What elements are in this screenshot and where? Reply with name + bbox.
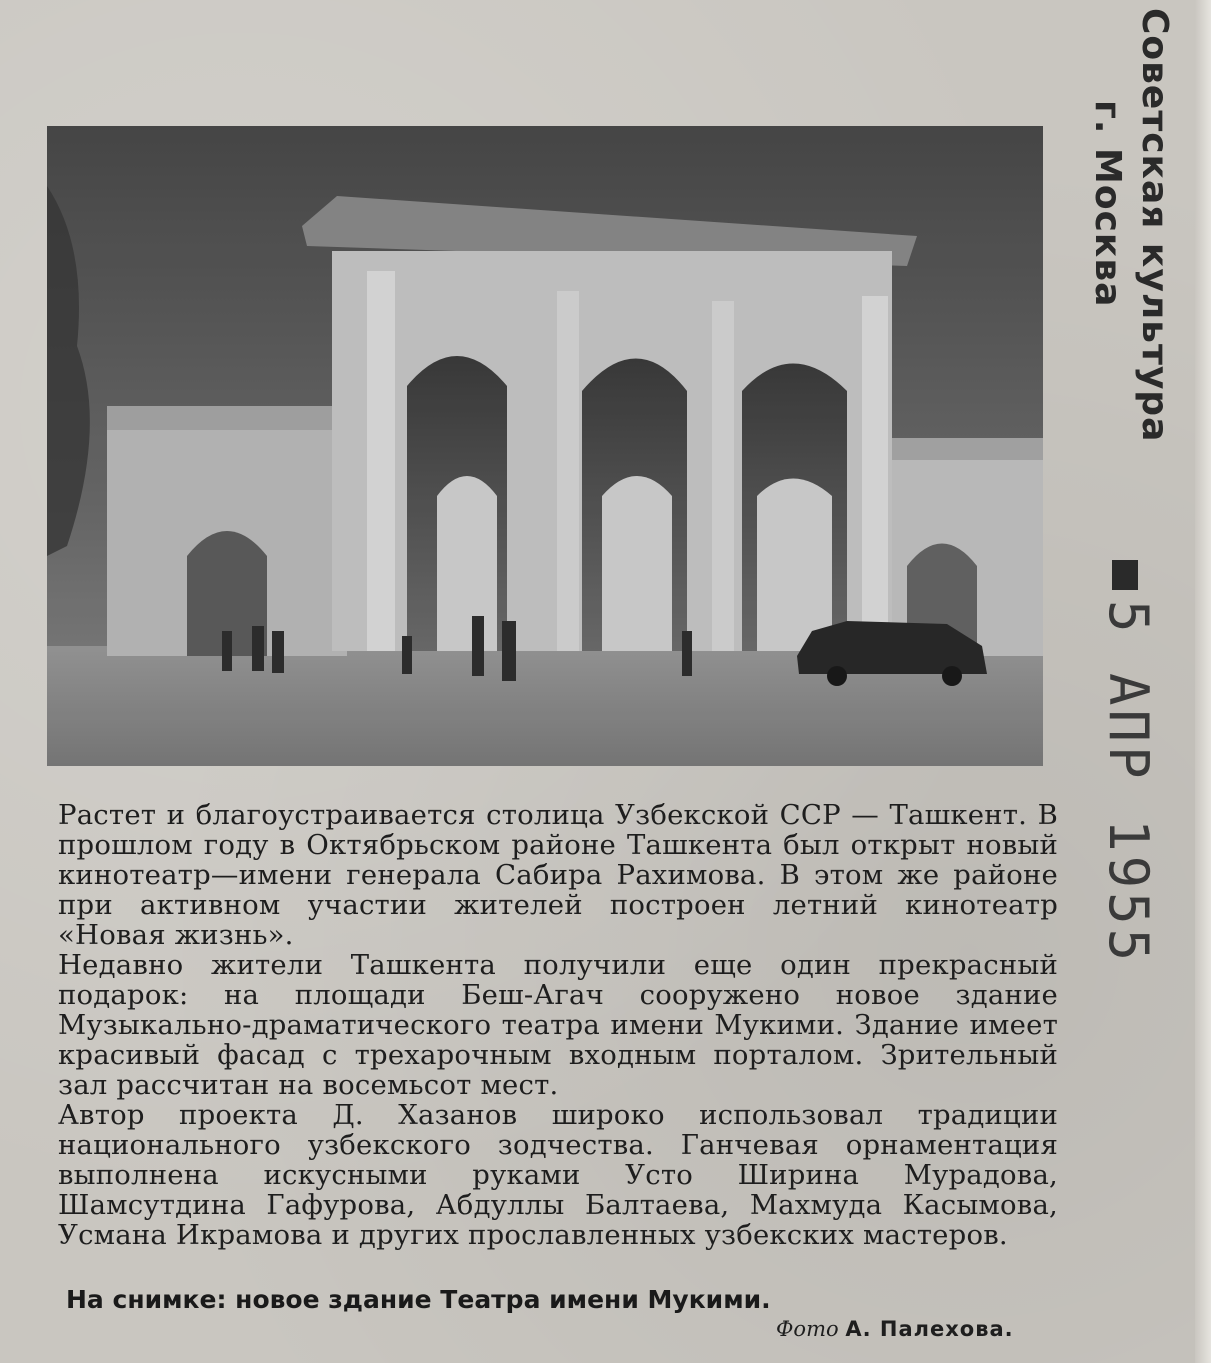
stamp-date-text: 5 АПР 1955 — [1097, 600, 1160, 966]
photo-credit-label: Фото — [776, 1317, 839, 1341]
article-body — [58, 800, 1058, 1250]
article-paragraph-3: Автор проекта Д. Хазанов широко использовал традиции национального узбекского зодчества. Ганчевая орнаментация выполнена искусными руками Усто Ширина Мурадова, Шамсутдина Гафурова, Абдуллы Балтаева, Махмуда Касымова, Усмана Икрамова и других прославленных узбекских мастеров. — [58, 1099, 1058, 1251]
article-paragraph-2: Недавно жители Ташкента получили еще один прекрасный подарок: на площади Беш-Агач сооружено новое здание Музыкально-драматического театра имени Мукими. Здание имеет красивый фасад с трехарочным входным порталом. Зрительный зал рассчитан на восемьсот мест. — [58, 949, 1058, 1101]
photo-caption: На снимке: новое здание Театра имени Мукими. — [66, 1285, 771, 1314]
article-paragraph-1: Растет и благоустраивается столица Узбекской ССР — Ташкент. В прошлом году в Октябрьском районе Ташкента был открыт новый кинотеатр—имени генерала Сабира Рахимова. В этом же районе при активном участии жителей построен летний кинотеатр «Новая жизнь». — [58, 799, 1058, 951]
photo-credit — [776, 1316, 1046, 1342]
stamp-city: г. Москва — [1087, 100, 1128, 308]
stamp-date — [1097, 560, 1160, 965]
theatre-photo — [47, 126, 1043, 766]
stamp-publication: Советская культура — [1134, 8, 1175, 443]
stamp-date-mark — [1112, 560, 1138, 590]
theatre-illustration — [47, 126, 1043, 766]
photo-credit-name: А. Палехова. — [845, 1317, 1014, 1341]
clipping-edge — [1195, 0, 1211, 1363]
